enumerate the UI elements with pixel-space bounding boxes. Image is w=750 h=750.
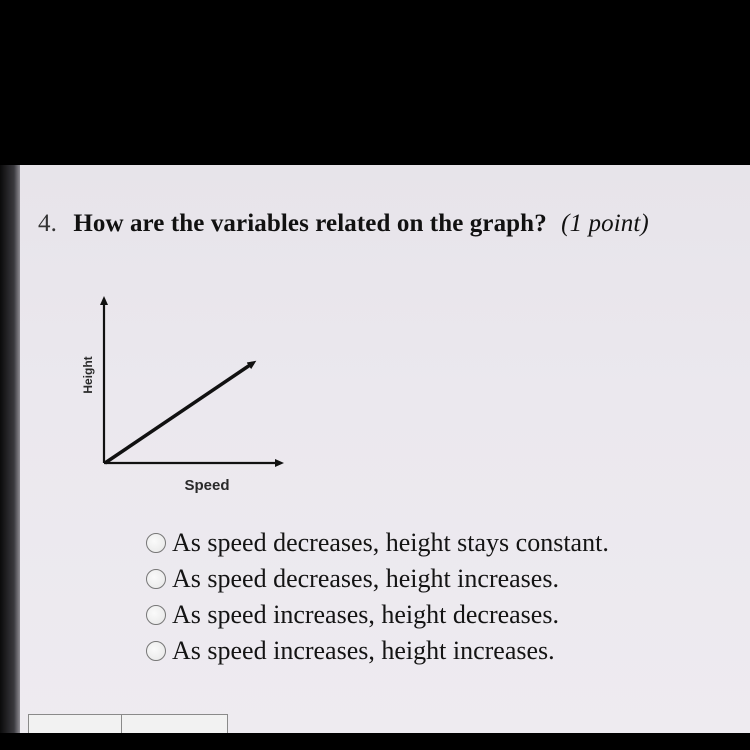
option-speed-increases-height-increases[interactable] (146, 633, 609, 669)
monitor-bottom-edge (0, 733, 750, 750)
option-speed-increases-height-decreases[interactable] (146, 597, 609, 633)
trend-line (105, 363, 253, 463)
option-label: As speed decreases, height increases. (172, 564, 559, 593)
monitor-bezel (0, 165, 20, 743)
x-axis-label: Speed (184, 477, 230, 494)
option-speed-decreases-height-increases[interactable] (146, 561, 609, 597)
option-label: As speed decreases, height stays constant. (172, 528, 609, 557)
option-speed-decreases-height-constant[interactable] (146, 525, 609, 561)
question-text: How are the variables related on the graph? (73, 210, 547, 237)
question-header (38, 210, 649, 238)
answer-options (146, 525, 609, 669)
question-number: 4. (38, 210, 57, 237)
radio-button[interactable] (146, 533, 166, 553)
speed-height-graph (75, 288, 295, 503)
option-label: As speed increases, height increases. (172, 636, 555, 665)
radio-button[interactable] (146, 569, 166, 589)
radio-button[interactable] (146, 605, 166, 625)
option-label: As speed increases, height decreases. (172, 600, 559, 629)
radio-button[interactable] (146, 641, 166, 661)
y-axis-label: Height (81, 356, 95, 394)
question-points: (1 point) (561, 210, 649, 237)
